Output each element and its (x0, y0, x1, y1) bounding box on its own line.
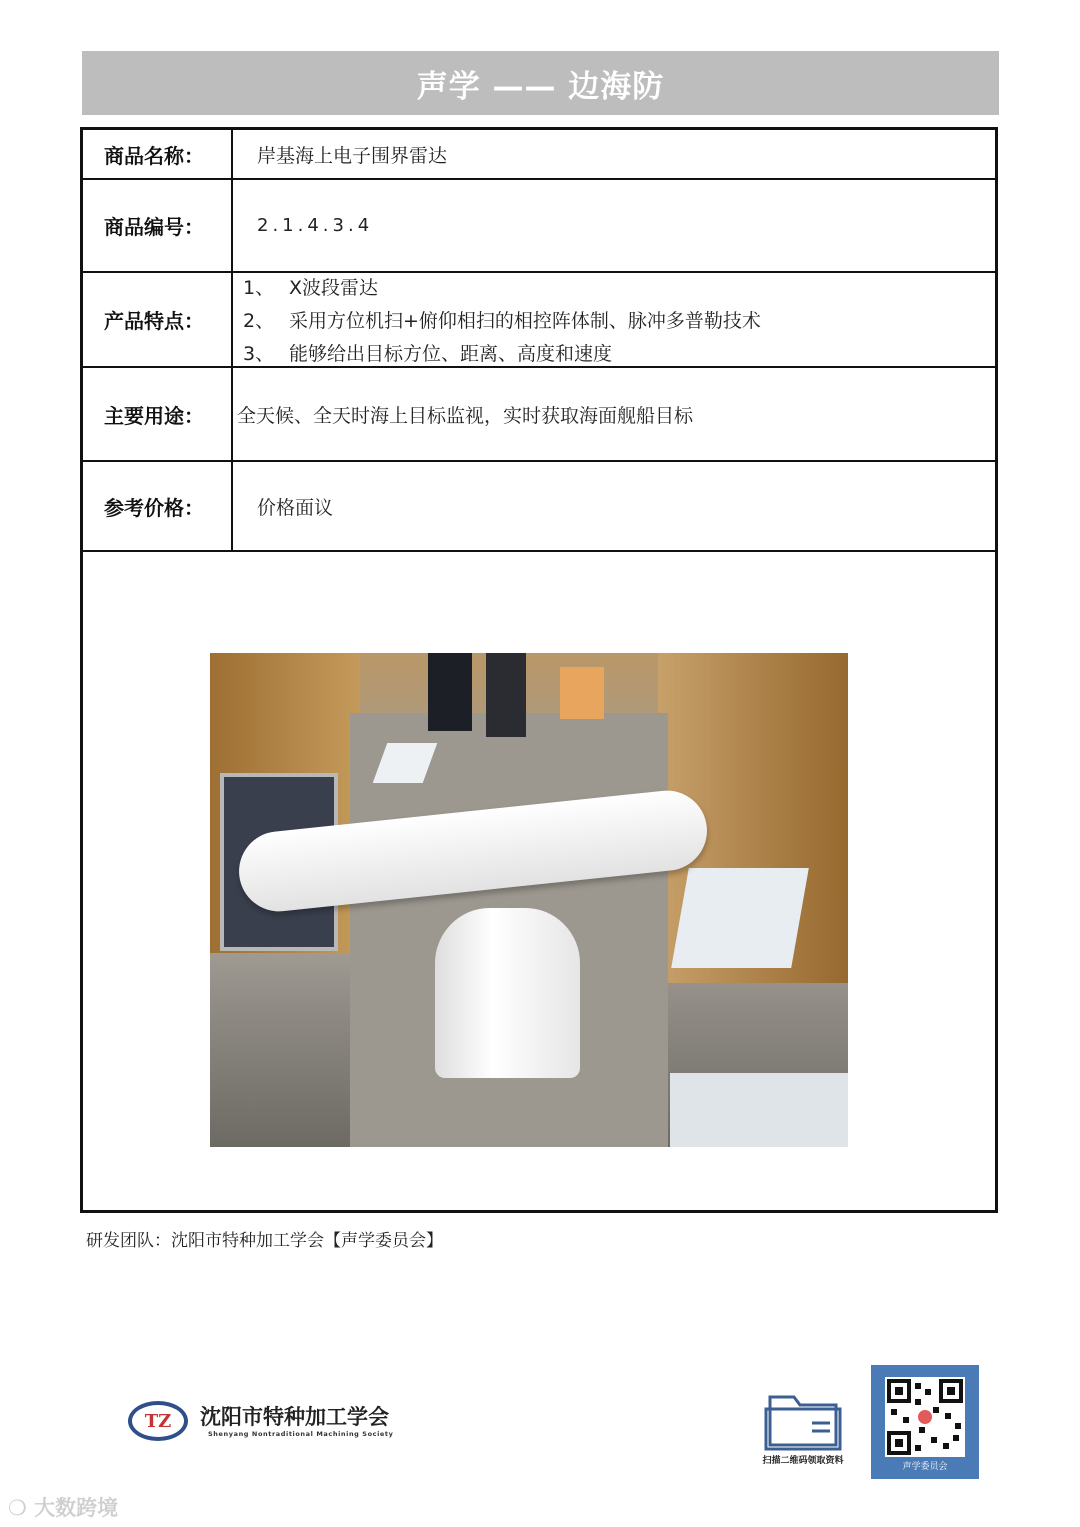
watermark-text: 大数跨境 (34, 1496, 119, 1520)
product-name-label: 商品名称： (83, 130, 233, 178)
feature-item (243, 306, 761, 333)
product-code-label: 商品编号： (83, 180, 233, 271)
feature-number: 1、 (243, 277, 275, 299)
row-features (83, 273, 995, 368)
price-value: 价格面议 (257, 496, 334, 519)
product-code-value: 2.1.4.3.4 (257, 215, 374, 236)
page-title: 声学 —— 边海防 (416, 68, 665, 105)
product-table (80, 127, 998, 1213)
feature-text: 采用方位机扫+俯仰相扫的相控阵体制、脉冲多普勒技术 (289, 310, 761, 332)
feature-number: 3、 (243, 343, 275, 365)
credit-line: 研发团队：沈阳市特种加工学会【声学委员会】 (86, 1231, 443, 1251)
logo-mark-icon: TZ (128, 1401, 188, 1441)
features-label: 产品特点： (83, 273, 233, 366)
row-product-code (83, 180, 995, 273)
qr-card (871, 1365, 979, 1479)
society-logo (128, 1397, 408, 1449)
feature-number: 2、 (243, 310, 275, 332)
photo-cell (83, 552, 995, 1210)
watermark-icon: ❍ (8, 1496, 35, 1520)
photo-person (428, 653, 472, 731)
radar-photo (210, 653, 848, 1147)
feature-text: 能够给出目标方位、距离、高度和速度 (289, 343, 613, 365)
product-name-value: 岸基海上电子围界雷达 (257, 144, 448, 167)
title-banner (82, 51, 999, 115)
photo-snow (670, 1073, 848, 1147)
scan-qr-text: 扫描二维码领取资料 (762, 1456, 844, 1466)
photo-snow (671, 868, 809, 968)
row-price (83, 462, 995, 552)
qr-caption: 声学委员会 (902, 1462, 948, 1472)
radar-pedestal (435, 908, 580, 1078)
features-list (233, 273, 995, 366)
logo-name-en: Shenyang Nontraditional Machining Society (208, 1430, 394, 1438)
watermark (8, 1492, 118, 1522)
logo-name-cn: 沈阳市特种加工学会 (200, 1405, 389, 1429)
usage-value: 全天候、全天时海上目标监视，实时获取海面舰船目标 (237, 404, 694, 427)
feature-item (243, 273, 378, 300)
feature-item (243, 339, 612, 366)
photo-person (486, 653, 526, 737)
row-product-name (83, 130, 995, 180)
row-usage (83, 368, 995, 462)
qr-code (885, 1377, 965, 1457)
usage-label: 主要用途： (83, 368, 233, 460)
photo-box (560, 667, 604, 719)
price-label: 参考价格： (83, 462, 233, 550)
feature-text: X波段雷达 (289, 277, 379, 299)
